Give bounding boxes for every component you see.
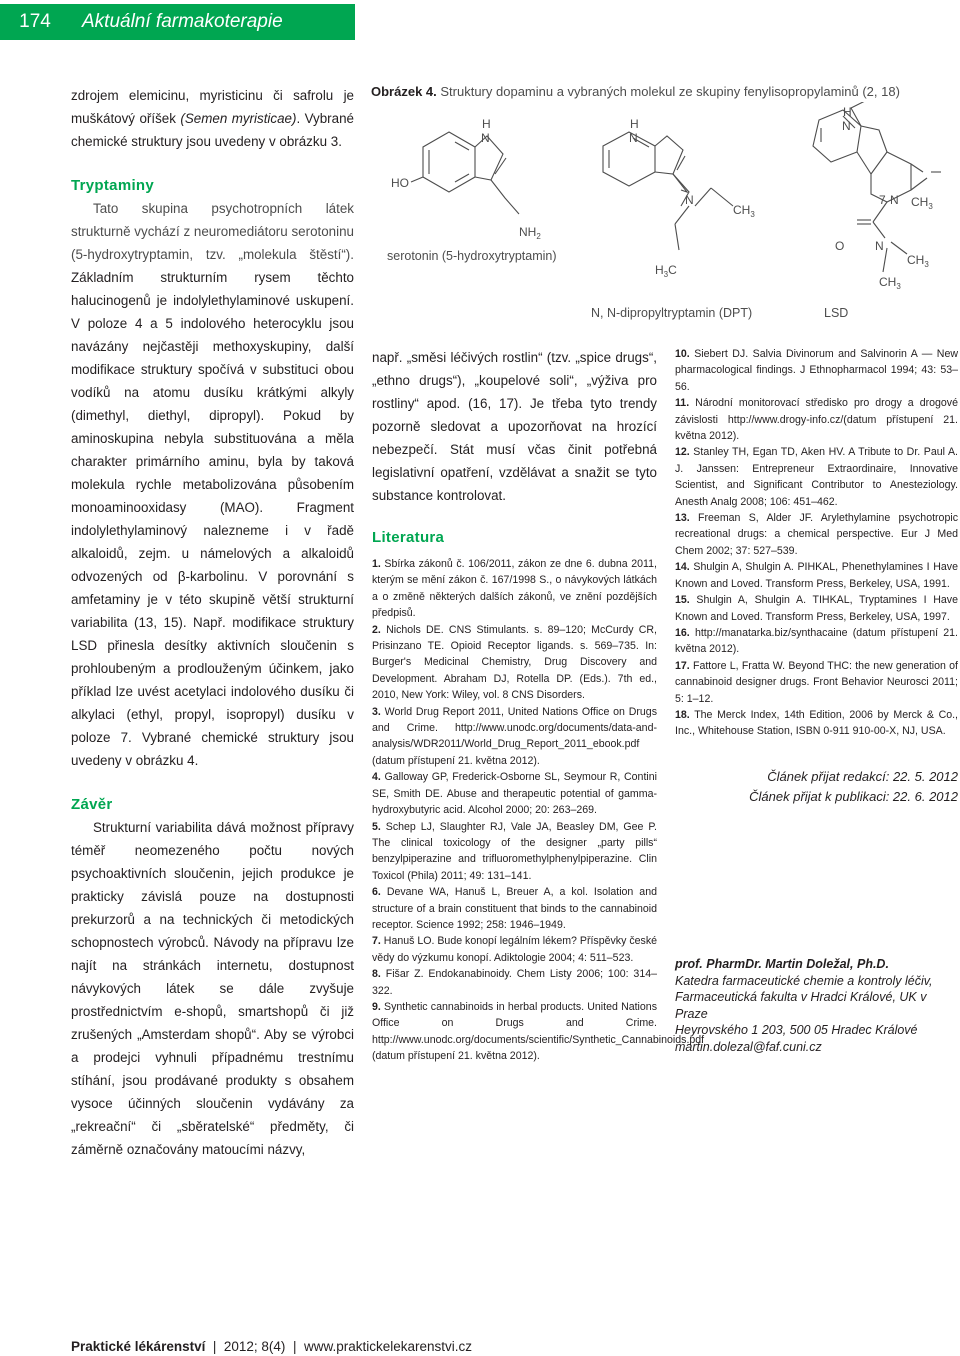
author-block: [675, 956, 958, 1055]
author-address: Heyrovského 1 203, 500 05 Hradec Králové: [675, 1023, 918, 1037]
reference-item: [372, 999, 705, 1065]
dpt-n-label: N: [629, 131, 638, 145]
dpt-amine-n-label: N: [685, 193, 694, 207]
reference-number: 17.: [675, 659, 690, 672]
reference-number: 13.: [675, 512, 690, 525]
reference-item: [675, 707, 958, 740]
reference-text: Schep LJ, Slaughter RJ, Vale JA, Beasley DM, Gee P. The clinical toxicology of the designer „party pills“ benzylpiperazine and trifluoromethylphenylpiperazine. Clin Toxicol (Phila) 2011; 49: 131–141.: [372, 820, 657, 882]
reference-item: [372, 933, 657, 966]
tryptaminy-text-2: Základním strukturním rysem těchto halucinogenů je indolylethylaminové uskupení.: [71, 270, 354, 308]
reference-item: [675, 625, 958, 658]
reference-text: Devane WA, Hanuš L, Breuer A, a kol. Isolation and structure of a brain constituent that binds to the cannabinoid receptor. Science 1992; 258: 1946–1949.: [372, 886, 657, 931]
serotonin-ho-label: HO: [391, 176, 409, 190]
figure-label: Obrázek 4.: [371, 84, 437, 99]
reference-number: 12.: [675, 446, 690, 459]
dpt-pyrrole-ring: [655, 136, 683, 174]
dpt-h-label: H: [630, 117, 639, 131]
reference-item: [372, 884, 657, 933]
footer-url[interactable]: www.praktickelekarenstvi.cz: [303, 1339, 473, 1354]
intro-text-b: . Vybrané chemické struktury jsou uvedeny v obrázku 3.: [71, 111, 354, 149]
reference-number: 8.: [372, 968, 381, 981]
reference-number: 18.: [675, 708, 690, 721]
page-footer: [71, 1339, 472, 1354]
reference-item: [372, 769, 657, 818]
acceptance-dates: [675, 767, 958, 807]
reference-number: 1.: [372, 558, 381, 570]
reference-number: 10.: [675, 348, 690, 360]
reference-list-2: [675, 346, 958, 740]
reference-item: [675, 444, 958, 510]
footer-journal: Praktické lékárenství: [71, 1339, 206, 1354]
lsd-position-7-label: 7: [879, 193, 886, 207]
serotonin-name: serotonin (5-hydroxytryptamin): [387, 249, 557, 263]
reference-text: Fattore L, Fratta W. Beyond THC: the new generation of cannabinoid designer drugs. Front Behavior Neurosci 2011; 5: 1–12.: [675, 659, 958, 705]
reference-text: Shulgin A, Shulgin A. PIHKAL, Phenethylamines I Have Known and Loved. Transform Press, Berkeley, USA, 1991.: [675, 561, 958, 590]
reference-item: [372, 819, 657, 885]
serotonin-benzene-ring: [423, 132, 475, 192]
figure-4: [371, 82, 957, 332]
middle-paragraph: např. „směsi léčivých rostlin“ (tzv. „spice drugs“, „ethno drugs“), „koupelové soli“, „výživa pro rostliny“ apod. (16, 17). Je třeba tyto trendy pozorně sledovat a upozorňovat na hrozící nebezpečí. Stát musí včas činit potřebná legislativní opatření, vzdělávat a snažit se tyto substance kontrolovat.: [372, 350, 657, 503]
reference-text: Freeman S, Alder JF. Arylethylamine psychotropic recreational drugs: a chemical perspective. Eur J Med Chem 2002; 37: 527–539.: [675, 512, 958, 557]
reference-item: [675, 658, 958, 707]
reference-item: [675, 559, 958, 592]
reference-item: [675, 592, 958, 625]
serotonin-nh2-label: $NH_2$: [519, 225, 541, 241]
reference-number: 9.: [372, 1000, 381, 1013]
reference-item: [675, 346, 958, 395]
received-date: Článek přijat redakcí: 22. 5. 2012: [767, 769, 958, 784]
lsd-amide-n-label: N: [875, 239, 884, 253]
lsd-ch3-label-b: $CH_3$: [879, 275, 901, 291]
chemical-structures: [371, 102, 957, 330]
journal-section-title: Aktuální farmakoterapie: [70, 4, 355, 40]
reference-text: Fišar Z. Endokanabinoidy. Chem Listy 2006; 100: 314–322.: [372, 968, 657, 997]
author-department: Katedra farmaceutické chemie a kontroly léčiv,: [675, 973, 933, 988]
reference-text: http://manatarka.biz/synthacaine (datum přístupení 21. května 2012).: [675, 626, 958, 656]
serotonin-n-label: N: [481, 131, 490, 145]
tryptaminy-paragraph: [71, 197, 354, 772]
lsd-h-label: H: [843, 105, 852, 119]
tryptaminy-text-3: V poloze 4 a 5 indolového heterocyklu jsou navázány nejčastěji methoxyskupiny, další modifikace struktury spočívá v substituci obou vodíků na atomu dusíku krátkými alkyly (dimethyl, diethyl, dipropyl). Pokud by aminoskupina nebyla substituována a měla charakter primárního aminu, byla by taková molekula rychle metabolizována působením monoaminooxidasy (MAO). Fragment indolylethylaminový nalezneme i v řadě alkaloidů, zejm. u námelových a alkaloidů odvozených od β-karbolinu. V porovnání s amfetaminy je v této skupině větší strukturní variabilita (13, 15). Např. modifikace struktury LSD přinesla desítky aktivních sloučenin s prohloubeným a prodlouženým účinkem, jako příklad lze uvést acetylaci indolového dusíku či alkylaci (ethyl, propyl, isopropyl) dusíku v poloze 7. Vybrané chemické struktury jsou uvedeny v obrázku 4.: [71, 316, 354, 768]
page-number: 174: [0, 4, 70, 40]
author-email[interactable]: martin.dolezal@faf.cuni.cz: [675, 1039, 822, 1054]
dpt-name: N, N-dipropyltryptamin (DPT): [591, 306, 753, 320]
footer-issue: 2012; 8(4): [223, 1339, 286, 1354]
reference-text: Galloway GP, Frederick-Osborne SL, Seymour R, Contini SE, Smith DE. Abuse and therapeutic potential of gamma-hydroxybutyric acid. Alcohol 2000; 20: 263–269.: [372, 771, 657, 817]
reference-text: Sbírka zákonů č. 106/2011, zákon ze dne 6. dubna 2011, kterým se mění zákon č. 167/1998 S., o návykových látkách a o změně některých dalších zákonů, ve znění pozdějších předpisů.: [372, 558, 657, 620]
dpt-h3c-label: $H_3C$: [655, 263, 677, 279]
page-header: [0, 0, 960, 42]
reference-text: The Merck Index, 14th Edition, 2006 by Merck & Co., Inc., Whitehouse Station, ISBN 0-911 910-00-X, NJ, USA.: [675, 708, 958, 738]
reference-text: Siebert DJ. Salvia Divinorum and Salvinorin A — New pharmacological findings. J Ethnopharmacol 1994; 43: 53–56.: [675, 348, 958, 393]
reference-item: [372, 622, 657, 704]
lsd-ring-ch3-label: $CH_3$: [911, 195, 933, 211]
figure-caption: [371, 82, 957, 102]
zaver-paragraph: Strukturní variabilita dává možnost přípravy téměř neomezeného počtu nových psychoaktivních sloučenin, jejich produkce je prakticky závislá pouze na dostupnosti prekurzorů a na technických či metodických schopnostech výrobců. Návody na přípravu lze najít na stránkách internetu, dostupnost návykových látek se dále zvyšuje prostřednictvím e-shopů, smartshopů či již zrušených „Amsterdam shopů“. Aby se výrobci a prodejci vyhnuli případnému trestnímu stíhání, jsou prodávané produkty s obsahem vysoce účinných sloučenin vydávány za „rekreační“ či „sběratelské“ předměty, či záměrně označovány matoucími názvy,: [71, 820, 354, 1157]
author-faculty: Farmaceutická fakulta v Hradci Králové, UK v Praze: [675, 990, 927, 1021]
reference-text: Stanley TH, Egan TD, Aken HV. A Tribute to Dr. Paul A. J. Janssen: Entrepreneur Extraordinaire, Innovative Scientist, and Significant Contributor to Anesteziology. Anesth Analg 2008; 106: 451–462.: [675, 446, 958, 508]
reference-item: [675, 510, 958, 559]
lsd-ch3-label-a: $CH_3$: [907, 253, 929, 269]
reference-number: 14.: [675, 561, 690, 574]
reference-number: 2.: [372, 623, 381, 636]
reference-number: 11.: [675, 397, 690, 410]
reference-number: 6.: [372, 886, 381, 899]
reference-text: Shulgin A, Shulgin A. TIHKAL, Tryptamines I Have Known and Loved. Transform Press, Berkeley, USA, 1997.: [675, 594, 958, 623]
tryptaminy-text-1: Tato skupina psychotropních látek strukturně vychází z neuromediátoru serotoninu (5-hydroxytryptamin, tzv. „molekula štěstí“).: [71, 201, 354, 262]
accepted-date: Článek přijat k publikaci: 22. 6. 2012: [749, 789, 958, 804]
intro-text-italic: (Semen myristicae): [180, 111, 297, 126]
reference-text: World Drug Report 2011, United Nations Office on Drugs and Crime. http://www.unodc.org/documents/data-and-analysis/WDR2011/World_Drug_Report_2011_ebook.pdf (datum přístupení 21. května 2012).: [372, 705, 657, 767]
reference-text: Národní monitorovací středisko pro drogy a drogové závislosti http://www.drogy-info.cz/(datum přístupení 21. května 2012).: [675, 397, 958, 443]
author-name: prof. PharmDr. Martin Doležal, Ph.D.: [675, 957, 889, 971]
reference-number: 4.: [372, 771, 381, 784]
intro-text-a: zdrojem elemicinu, myristicinu či safrolu je muškátový oříšek: [71, 88, 354, 126]
literatura-heading: Literatura: [372, 529, 445, 546]
tryptaminy-heading: Tryptaminy: [71, 177, 155, 194]
reference-text: Hanuš LO. Bude konopí legálním lékem? Příspěvky české vědy do výzkumu konopí. Adiktologie 2004; 4: 511–523.: [372, 935, 658, 964]
dpt-ch3-label: $CH_3$: [733, 203, 755, 219]
reference-number: 5.: [372, 820, 381, 833]
right-column: [675, 346, 958, 740]
figure-caption-text: Struktury dopaminu a vybraných molekul ze skupiny fenylisopropylaminů (2, 18): [436, 84, 900, 99]
lsd-name: LSD: [824, 306, 849, 320]
zaver-heading: Závěr: [71, 796, 113, 813]
reference-text: Nichols DE. CNS Stimulants. s. 89–120; McCurdy CR, Prisinzano TE. Opioid Receptor ligands. s. 569–735. In: Burger's Medicinal Chemistry, Drug Discovery and Development. Abraham DJ, Rotella DP. (Eds.). 7th ed., 2010, New York: Wiley, vol. 8 CNS Disorders.: [372, 623, 657, 702]
reference-item: [675, 395, 958, 444]
lsd-n-label: N: [842, 119, 851, 133]
intro-paragraph: [71, 84, 354, 153]
reference-item: [372, 704, 657, 770]
reference-number: 15.: [675, 594, 690, 607]
reference-number: 3.: [372, 705, 381, 718]
lsd-ring-n-label: N: [890, 193, 899, 207]
lsd-o-label: O: [835, 239, 845, 253]
lsd-benzene-ring: [813, 110, 861, 162]
reference-item: [372, 556, 657, 622]
serotonin-h-label: H: [482, 117, 491, 131]
footer-separator-1: |: [209, 1339, 221, 1354]
reference-text: Synthetic cannabinoids in herbal products. United Nations Office on Drugs and Crime. http://www.unodc.org/documents/scientific/Synthetic_Cannabinoids.pdf (datum přístupení 21. května 2012).: [372, 1000, 705, 1063]
reference-item: [372, 966, 657, 999]
lsd-pyrrole-ring: [851, 102, 867, 126]
footer-separator-2: |: [289, 1339, 301, 1354]
reference-number: 16.: [675, 626, 690, 639]
left-column: [71, 84, 354, 1161]
reference-number: 7.: [372, 935, 381, 948]
